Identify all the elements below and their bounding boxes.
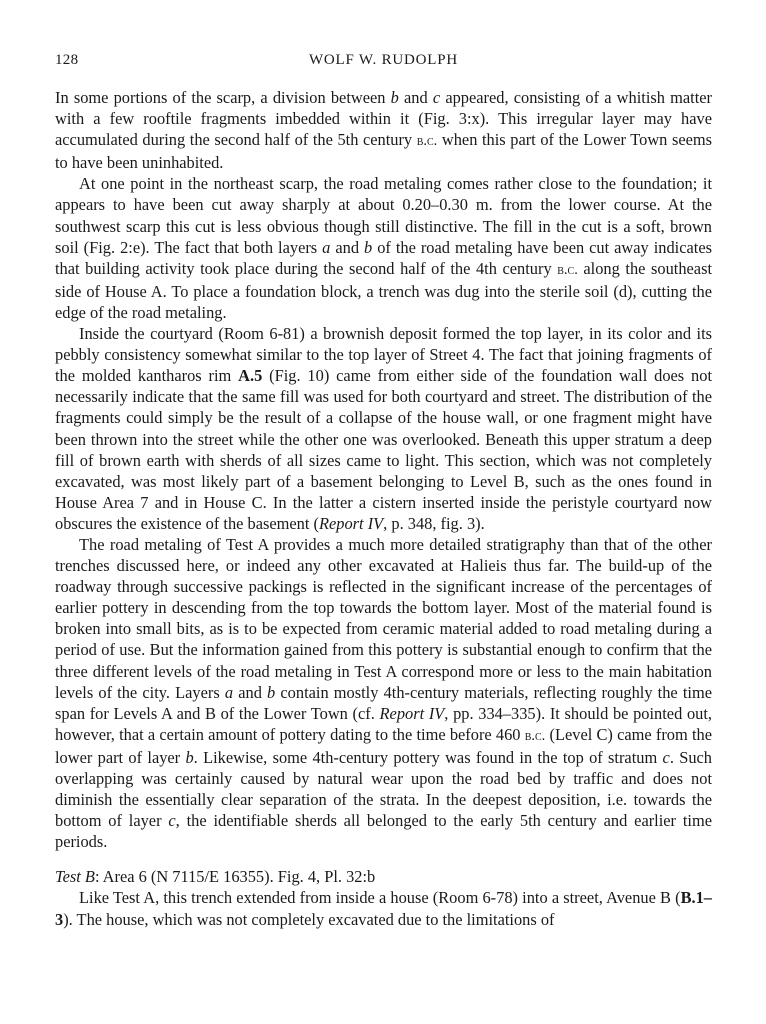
text-run: b	[267, 682, 276, 702]
paragraph-5	[55, 887, 712, 929]
text-run: when this part of the Lower Town seems to have been uninhabited.	[55, 130, 713, 173]
text-run: , p. 348, fig. 3).	[383, 513, 485, 533]
text-run: Inside the courtyard (Room 6-81) a brownish deposit formed the top layer, in its color and its pebbly consistency somewhat similar to the top layer of Street 4. The fact that joining fragments of the molded kantharos rim	[55, 324, 712, 386]
text-run: . Such overlapping was certainly caused by natural wear upon the road bed by traffic and does not diminish the essentially clear separation of the strata. In the deepest deposition, i.e. towards the bottom of layer	[55, 747, 713, 831]
page	[55, 52, 712, 930]
text-run: of the road metaling have been cut away indicates that building activity took place during the second half of the 4th century	[55, 237, 712, 278]
text-run: (Fig. 10) came from either side of the foundation wall does not necessarily indicate that the same fill was used for both courtyard and street. The distribution of the fragments could simply be the result of a collapse of the house wall, or one fragment might have been thrown into the street while the other one was overlooked. Beneath this upper stratum a deep fill of brown earth with sherds of all sizes came to light. This section, which was not completely excavated, was most likely part of a basement belonging to Level B, such as the ones found in House Area 7 and in House C. In the latter a cistern inserted inside the peristyle courtyard now obscures the existence of the basement (	[55, 366, 712, 533]
text-run: (Level C) came from the lower part of layer	[55, 724, 712, 767]
text-run: A.5	[238, 366, 263, 386]
text-run: c	[168, 811, 176, 831]
text-run: c	[432, 88, 441, 107]
running-title: WOLF W. RUDOLPH	[308, 52, 459, 68]
text-run: The road metaling of Test A provides a much more detailed stratigraphy than that of the other trenches discussed here, or indeed any other excavated at Halieis thus far. The build-up of the roadway through successive packings is reflected in the significant increase of the percentages of earlier pottery in descending from the top towards the bottom layer. Most of the material found is broken into small bits, as is to be expected from ceramic material added to road metaling during a period of use. But the information gained from this pottery is substantial enough to confirm that the three different levels of the road metaling in Test A correspond more or less to the main habitation levels of the city. Layers	[55, 534, 712, 702]
text-run: b.c.	[557, 261, 578, 278]
text-run: Report IV	[379, 703, 445, 723]
text-run: B.1–3	[55, 888, 712, 929]
text-run: In some portions of the scarp, a division between	[55, 88, 391, 107]
text-run: At one point in the northeast scarp, the road metaling comes rather close to the foundation; it appears to have been cut away sharply at about 0.20–0.30 m. from the lower course. At the southwest scarp this cut is less obvious though still distinctive. The fill in the cut is a soft, brown soil (Fig. 2:e). The fact that both layers	[55, 174, 712, 257]
section-heading-test-b	[55, 866, 712, 887]
text-run: contain mostly 4th-century materials, reflecting roughly the time span for Levels A and B of the Lower Town (cf.	[55, 682, 712, 723]
text-run: , the identifiable sherds all belonged to the early 5th century and earlier time periods.	[55, 811, 712, 852]
text-run: c	[662, 747, 670, 767]
paragraph-3	[55, 323, 712, 534]
section-heading-label: Test B	[55, 867, 95, 887]
body-text	[55, 87, 712, 930]
text-run: and	[398, 88, 433, 107]
paragraph-1	[55, 87, 712, 173]
text-run: and	[330, 237, 365, 257]
text-run: Like Test A, this trench extended from inside a house (Room 6-78) into a street, Avenue B (	[79, 888, 681, 908]
text-run: a	[224, 682, 234, 702]
text-run: . Likewise, some 4th-century pottery was found in the top of stratum	[193, 747, 663, 767]
page-number: 128	[55, 52, 79, 68]
text-run: Report IV	[318, 513, 384, 533]
section-heading-rest: : Area 6 (N 7115/E 16355). Fig. 4, Pl. 32:b	[94, 867, 376, 887]
text-run: b.c.	[524, 727, 546, 744]
text-run: b	[390, 88, 399, 107]
text-run: b	[185, 747, 194, 767]
text-run: b.c.	[416, 133, 438, 150]
text-run: appeared, consisting of a whitish matter with a few rooftile fragments imbedded within it (Fig. 3:x). This irregular layer may have accumulated during the second half of the 5th century	[55, 88, 712, 150]
text-run: , pp. 334–335). It should be pointed out, however, that a certain amount of pottery dating to the time before 460	[55, 703, 712, 744]
text-run: a	[322, 237, 331, 257]
paragraph-2	[55, 173, 712, 323]
running-head	[55, 52, 712, 74]
text-run: along the southeast side of House A. To place a foundation block, a trench was dug into the sterile soil (d), cutting the edge of the road metaling.	[55, 258, 712, 322]
text-run: b	[364, 237, 373, 257]
text-run: ). The house, which was not completely excavated due to the limitations of	[63, 909, 555, 929]
text-run: and	[233, 682, 268, 702]
paragraph-4	[55, 534, 712, 852]
